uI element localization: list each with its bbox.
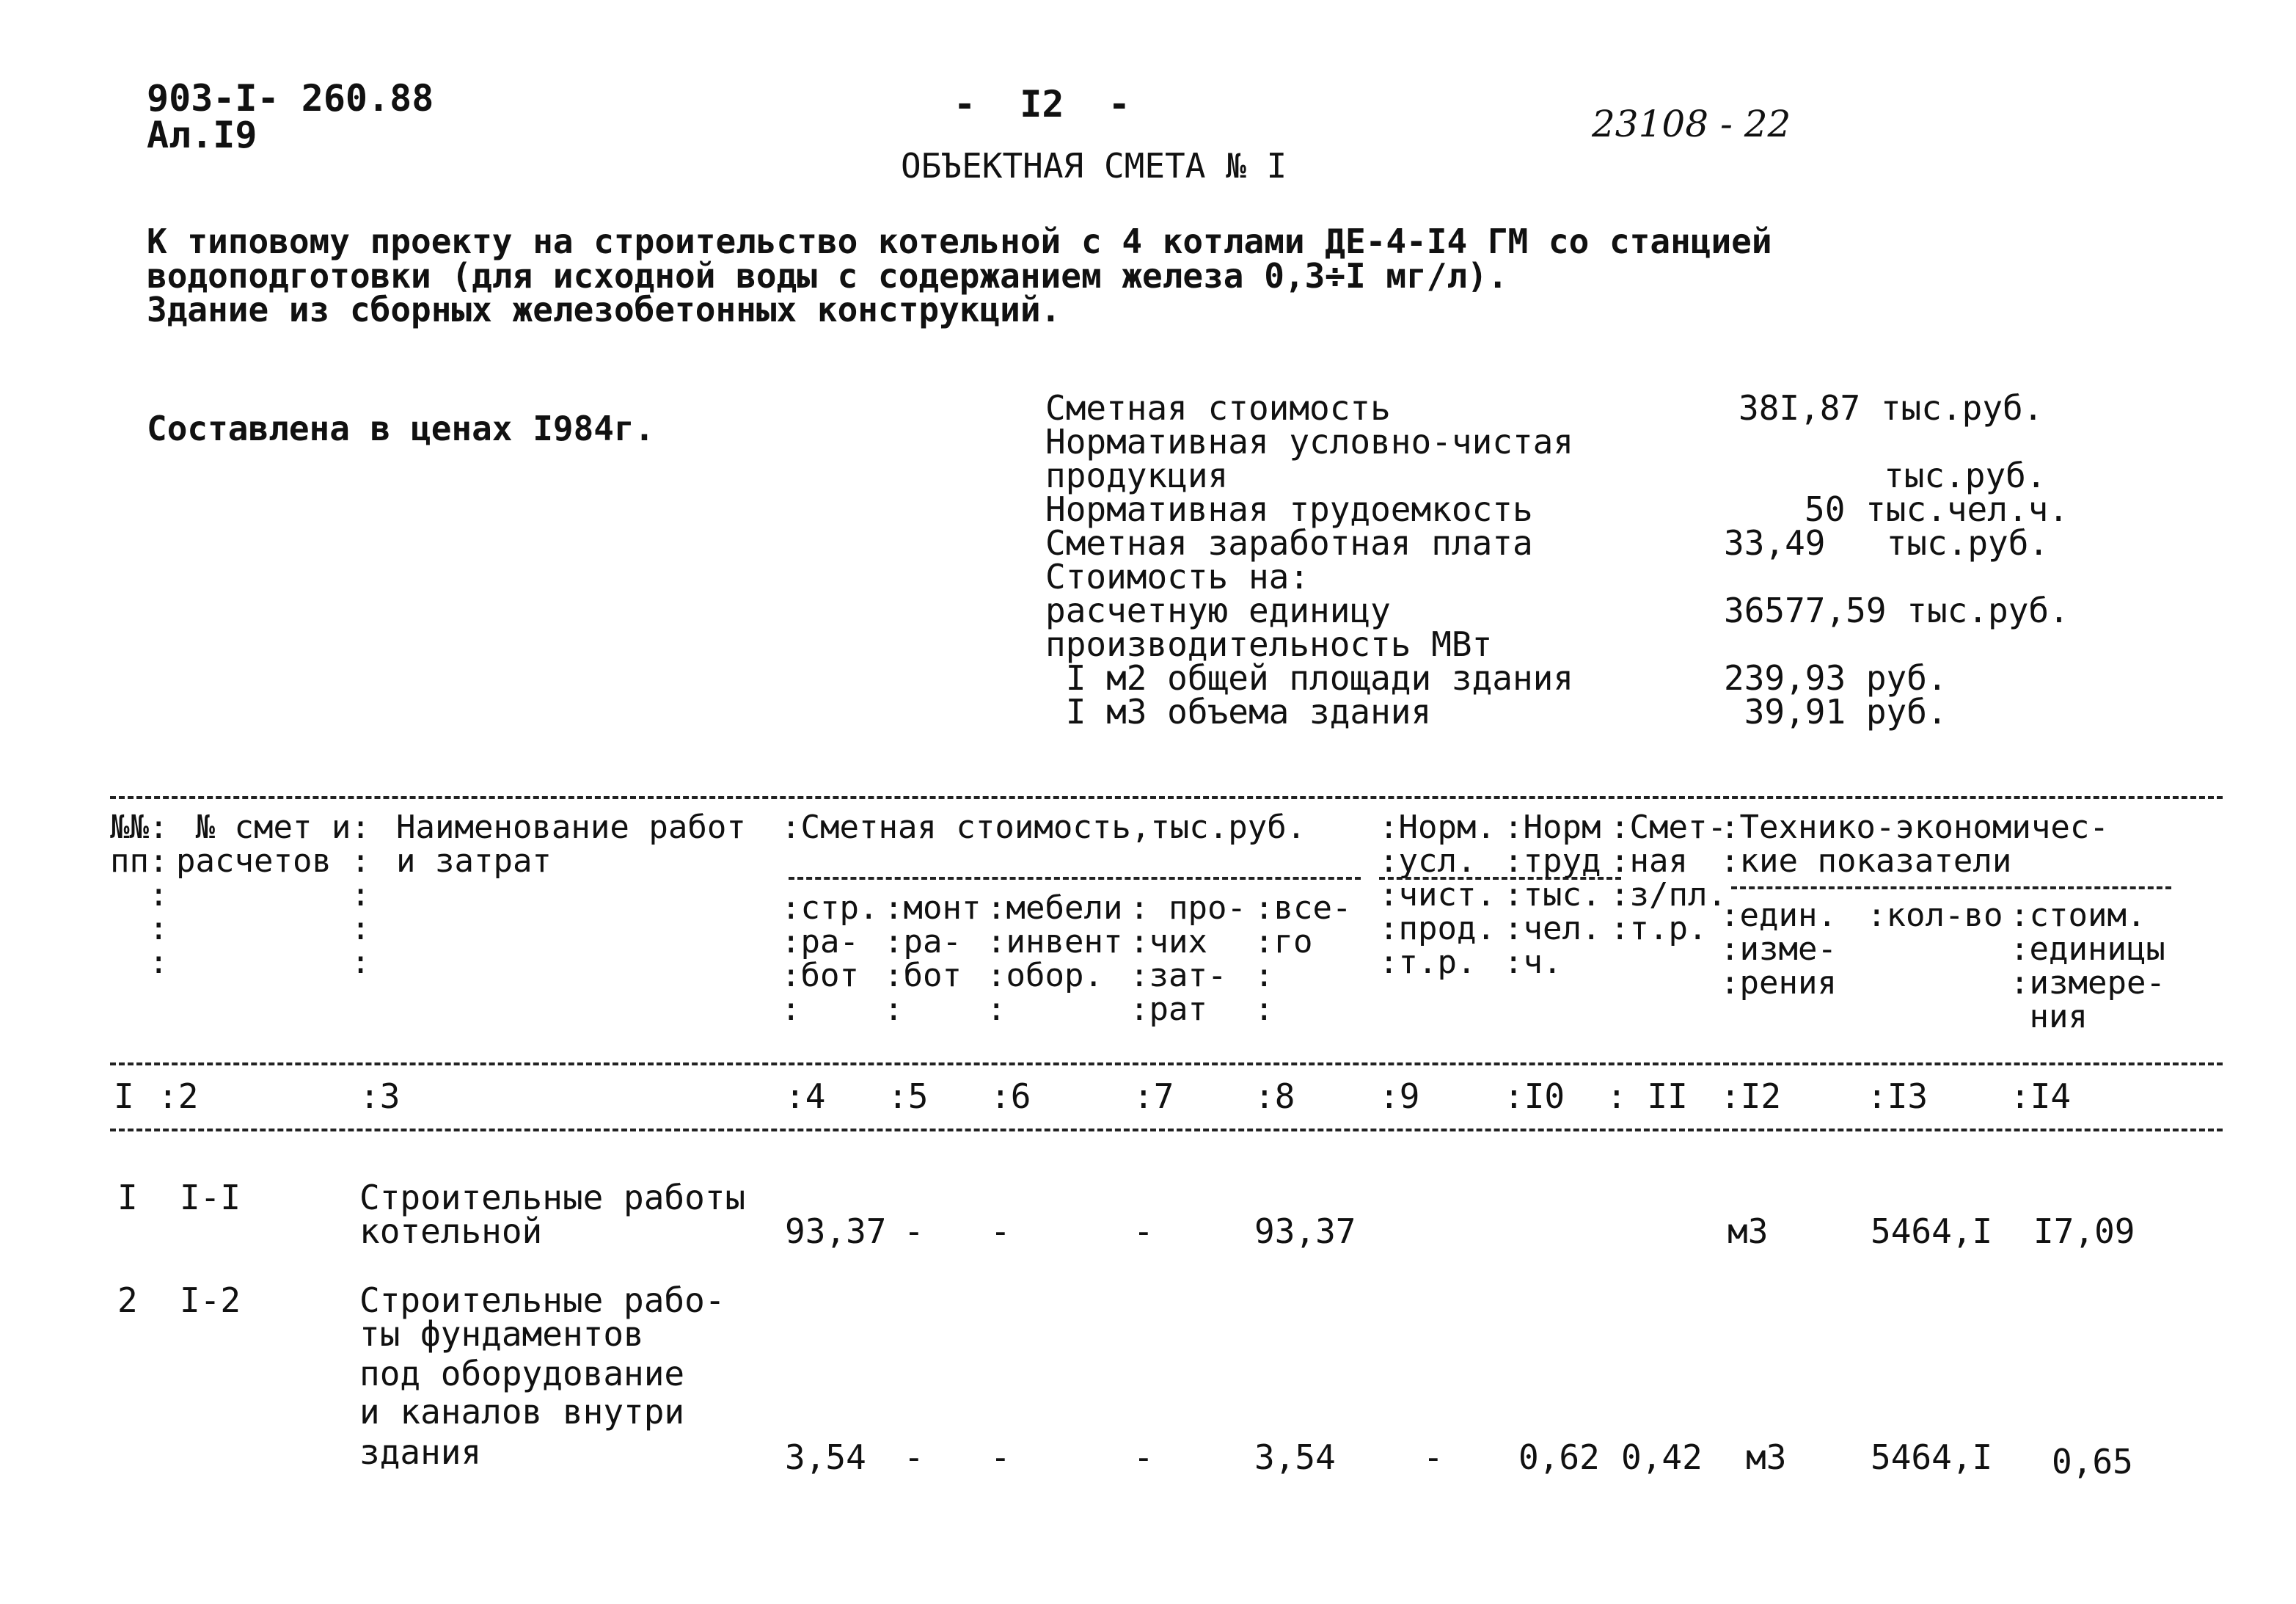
- col-wage-header: :Смет- :ная :з/пл. :т.р.: [1610, 809, 1727, 947]
- cell-wage: 0,42: [1621, 1437, 1703, 1477]
- summary-label: расчетную единицу: [1045, 591, 1391, 630]
- summary-value: 38I,87 тыс.руб.: [1739, 388, 2044, 428]
- row-number: I: [117, 1178, 138, 1217]
- cost-subheader-rule: [789, 877, 1361, 880]
- col-other-header: : про- :чих :зат- :рат: [1130, 889, 1246, 1028]
- col-number: :3: [359, 1076, 401, 1116]
- summary-label: I м2 общей площади здания: [1045, 658, 1574, 698]
- cell-quantity: 5464,I: [1871, 1437, 1993, 1477]
- col-cost-header: :Сметная стоимость,тыс.руб.: [781, 809, 1306, 846]
- cell-quantity: 5464,I: [1871, 1211, 1993, 1251]
- col-number: :I0: [1504, 1076, 1565, 1116]
- cell-unit-cost: I7,09: [2033, 1211, 2135, 1251]
- page-title: ОБЪЕКТНАЯ СМЕТА № I: [901, 146, 1287, 186]
- col-code-header: № смет и: расчетов : : : :: [176, 809, 370, 981]
- summary-label: Сметная заработная плата: [1045, 523, 1533, 563]
- col-unit-header: :един. :изме- :рения: [1720, 897, 1837, 1002]
- cell-installation: -: [904, 1437, 924, 1477]
- col-unit-cost-header: :стоим. :единицы :измере- ния: [2010, 897, 2165, 1035]
- row-name: ты фундаментов: [359, 1314, 644, 1354]
- col-number: :2: [158, 1076, 199, 1116]
- description-line-1: К типовому проекту на строительство котельной с 4 котлами ДЕ-4-I4 ГМ со станцией: [147, 222, 1772, 261]
- col-number: :6: [990, 1076, 1031, 1116]
- cell-installation: -: [904, 1211, 924, 1251]
- col-number: :I4: [2010, 1076, 2072, 1116]
- summary-value: тыс.руб.: [1884, 456, 2047, 495]
- table-top-rule: [110, 796, 2223, 799]
- cell-other: -: [1133, 1211, 1154, 1251]
- header-bottom-rule: [110, 1062, 2223, 1065]
- row-name: Строительные работы: [359, 1178, 746, 1217]
- col-number: :5: [888, 1076, 929, 1116]
- prices-note: Составлена в ценах I984г.: [147, 409, 655, 448]
- summary-label: Нормативная трудоемкость: [1045, 489, 1533, 529]
- row-code: I-I: [180, 1178, 241, 1217]
- cell-total: 3,54: [1254, 1437, 1336, 1477]
- page-number: - I2 -: [954, 83, 1130, 125]
- col-total-header: :все- :го : :: [1254, 889, 1352, 1028]
- document-code: 903-I- 260.88: [147, 77, 434, 120]
- cell-construction: 3,54: [785, 1437, 866, 1477]
- description-line-3: Здание из сборных железобетонных конструкций.: [147, 290, 1061, 329]
- summary-label: Стоимость на:: [1045, 557, 1310, 597]
- cell-construction: 93,37: [785, 1211, 887, 1251]
- cell-unit: м3: [1728, 1211, 1769, 1251]
- description-line-2: водоподготовки (для исходной воды с содержанием железа 0,3÷I мг/л).: [147, 256, 1508, 296]
- col-installation-header: :монт :ра- :бот :: [884, 889, 981, 1028]
- row-name: под оборудование: [359, 1354, 685, 1393]
- row-name: и каналов внутри: [359, 1392, 685, 1432]
- summary-label: продукция: [1045, 456, 1229, 495]
- summary-label: Нормативная условно-чистая: [1045, 422, 1574, 462]
- cell-unit: м3: [1746, 1437, 1787, 1477]
- col-number: :7: [1133, 1076, 1174, 1116]
- cell-furniture: -: [990, 1437, 1011, 1477]
- cell-unit-cost: 0,65: [2052, 1442, 2133, 1481]
- summary-value: 50 тыс.чел.ч.: [1805, 489, 2069, 529]
- col-quantity-header: :кол-во: [1867, 897, 2003, 934]
- cell-labor: 0,62: [1518, 1437, 1600, 1477]
- column-numbers-rule: [110, 1129, 2223, 1131]
- summary-label: Сметная стоимость: [1045, 388, 1391, 428]
- row-number: 2: [117, 1280, 138, 1320]
- row-name: здания: [359, 1432, 482, 1472]
- col-number: I: [114, 1076, 134, 1116]
- sheet-label: Ал.I9: [147, 114, 257, 156]
- col-number: : II: [1606, 1076, 1688, 1116]
- col-net-product-header: :Норм. :усл. :чист. :прод. :т.р.: [1379, 809, 1496, 981]
- col-tech-header-2: :кие показатели: [1720, 842, 2012, 880]
- col-number: :I3: [1867, 1076, 1928, 1116]
- col-name-header: Наименование работ и затрат: [396, 809, 746, 880]
- col-construction-header: :стр. :ра- :бот :: [781, 889, 879, 1028]
- col-number: :I2: [1720, 1076, 1782, 1116]
- col-number: :8: [1254, 1076, 1295, 1116]
- col-num-header: №№: пп: : : :: [110, 809, 169, 981]
- col-number: :4: [785, 1076, 826, 1116]
- summary-label: производительность МВт: [1045, 624, 1493, 664]
- summary-value: 239,93 руб.: [1724, 658, 1948, 698]
- summary-value: 39,91 руб.: [1724, 692, 1948, 732]
- cell-total: 93,37: [1254, 1211, 1356, 1251]
- summary-value: 33,49 тыс.руб.: [1724, 523, 2050, 563]
- col-labor-header: :Норм :труд :тыс. :чел. :ч.: [1504, 809, 1601, 981]
- cell-other: -: [1133, 1437, 1154, 1477]
- col-tech-header: :Технико-экономичес-: [1720, 809, 2109, 846]
- summary-label: I м3 объема здания: [1045, 692, 1432, 732]
- cell-net-product: -: [1423, 1437, 1444, 1477]
- row-code: I-2: [180, 1280, 241, 1320]
- tech-subheader-rule: [1731, 886, 2171, 889]
- col-number: :9: [1379, 1076, 1420, 1116]
- row-name: котельной: [359, 1211, 543, 1251]
- col-furniture-header: :мебели :инвент :обор. :: [987, 889, 1123, 1028]
- row-name: Строительные рабо-: [359, 1280, 725, 1320]
- cell-furniture: -: [990, 1211, 1011, 1251]
- handwritten-stamp: 23108 - 22: [1592, 103, 1791, 145]
- summary-value: 36577,59 тыс.руб.: [1724, 591, 2069, 630]
